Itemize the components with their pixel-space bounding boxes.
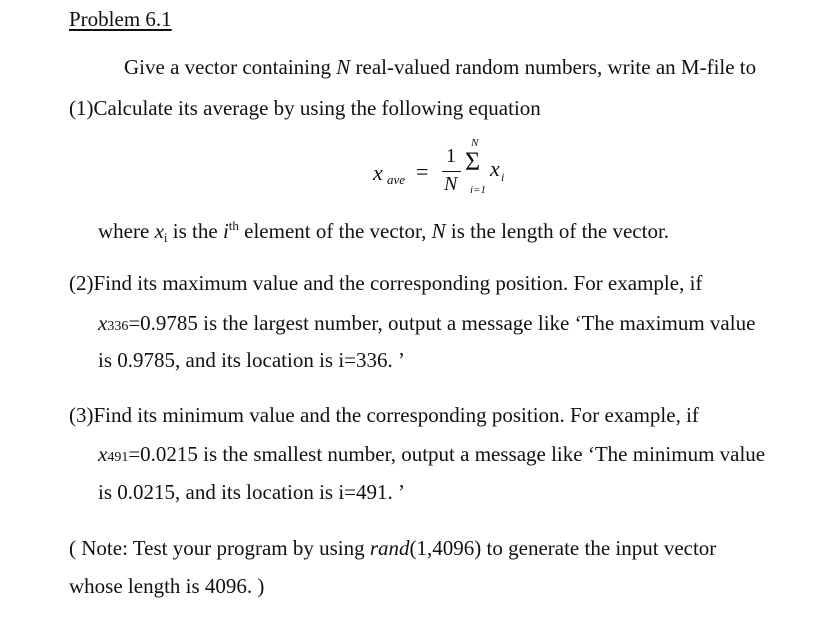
intro-pre: Give a vector containing: [124, 55, 337, 79]
where-i: i: [222, 219, 229, 243]
formula-numerator: 1: [446, 145, 456, 167]
where-xsub: i: [163, 230, 168, 245]
item3-sub: 491: [107, 450, 129, 465]
problem-title: Problem 6.1: [69, 7, 172, 31]
note-pre: ( Note: Test your program by using: [69, 536, 370, 560]
item2-x: x: [98, 311, 108, 335]
item2-line2: [98, 313, 755, 334]
intro-post: real-valued random numbers, write an M-file to: [350, 55, 757, 79]
item2-line3: is 0.9785, and its location is i=336. ’: [98, 348, 405, 372]
formula-sigma: Σ: [465, 147, 481, 176]
item2-text: =0.9785 is the largest number, output a message like ‘The maximum value: [128, 311, 756, 335]
item1-line: (1)Calculate its average by using the following equation: [69, 96, 541, 120]
where-N: N: [431, 219, 446, 243]
where-p2: is the: [167, 219, 223, 243]
item3-x: x: [98, 442, 108, 466]
formula-sum-upper: N: [471, 137, 479, 149]
item3-text: =0.0215 is the smallest number, output a message like ‘The minimum value: [128, 442, 766, 466]
note-line2: whose length is 4096. ): [69, 574, 265, 598]
where-p1: where: [98, 219, 155, 243]
formula-denominator: N: [444, 173, 458, 195]
where-p4: is the length of the vector.: [445, 219, 670, 243]
item2-line1: (2)Find its maximum value and the corresponding position. For example, if: [69, 271, 703, 295]
formula-sum-lower: i=1: [470, 184, 486, 196]
note-func: rand: [369, 536, 410, 560]
note-post: to generate the input vector: [481, 536, 717, 560]
note-args: (1,4096): [409, 536, 482, 560]
formula-equals: =: [416, 159, 429, 184]
formula-lhs-sub: ave: [387, 172, 406, 187]
item3-line1: (3)Find its minimum value and the corresponding position. For example, if: [69, 403, 699, 427]
intro-var: N: [336, 55, 351, 79]
where-p3: element of the vector,: [238, 219, 432, 243]
formula-lhs-var: x: [373, 160, 383, 185]
average-formula: [373, 138, 553, 204]
where-x: x: [154, 219, 164, 243]
intro-line: [124, 57, 756, 78]
note-line1: [69, 538, 716, 559]
item3-line3: is 0.0215, and its location is i=491. ’: [98, 480, 405, 504]
where-th: th: [228, 218, 239, 233]
item3-line2: [98, 444, 765, 465]
formula-term-sub: i: [501, 170, 505, 184]
where-line: [98, 219, 669, 244]
item2-sub: 336: [107, 319, 129, 334]
formula-term-var: x: [490, 156, 500, 181]
formula-fraction-bar: [442, 171, 461, 172]
